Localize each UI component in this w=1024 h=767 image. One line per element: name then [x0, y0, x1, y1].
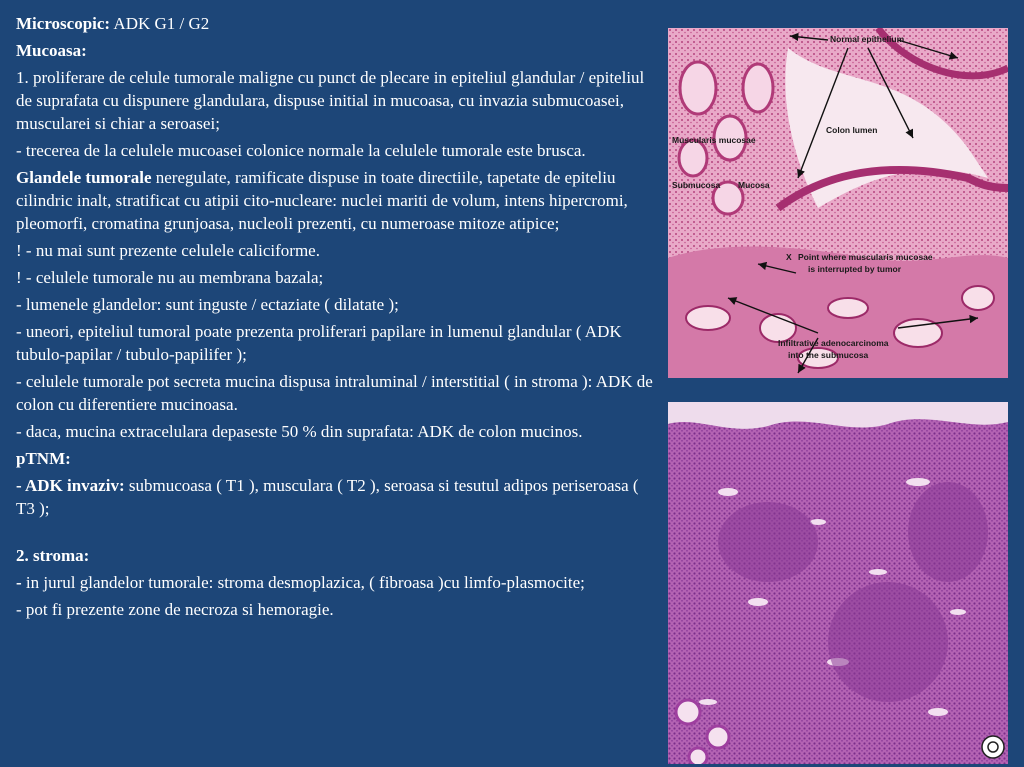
paragraph-caliciforme: ! - nu mai sunt prezente celulele caliciforme. [16, 241, 320, 260]
label-mucosa: Mucosa [738, 180, 770, 190]
label-muscularis-mucosae: Muscularis mucosae [672, 135, 756, 145]
label-infiltrative-line1: Infiltrative adenocarcinoma [778, 338, 889, 348]
paragraph-glandele: Glandele tumorale neregulate, ramificate dispuse in toate directiile, tapetate de epiteliu cilindric inalt, stratificat cu atipii cito-nucleare: nuclei mariti de volum, intens hipercromi, pleomorfi, cromatina grunjoasa, nucleoli prezenti, cu numeroase mitoze atipice; [16, 168, 628, 233]
label-colon-lumen: Colon lumen [826, 125, 878, 135]
paragraph-mucinos: - daca, mucina extracelulara depaseste 50 % din suprafata: ADK de colon mucinos. [16, 422, 583, 441]
label-point-line2: is interrupted by tumor [808, 264, 902, 274]
paragraph-proliferare: 1. proliferare de celule tumorale maligne cu punct de plecare in epiteliul glandular / epiteliul de suprafata cu dispunere glandulara, dispuse initial in mucoasa, cu invazia submucoasei, muscularei si chiar a seroasei; [16, 68, 645, 133]
label-infiltrative-line2: into the submucosa [788, 350, 869, 360]
histology-image-tumor [668, 402, 1008, 764]
paragraph-stroma: - in jurul glandelor tumorale: stroma desmoplazica, ( fibroasa )cu limfo-plasmocite; [16, 573, 585, 592]
microscopic-heading: Microscopic: ADK G1 / G2 [16, 14, 210, 33]
logo-icon [982, 736, 1004, 758]
ptnm-heading: pTNM: [16, 449, 71, 468]
paragraph-mucina: - celulele tumorale pot secreta mucina dispusa intraluminal / interstitial ( in stroma ): ADK de colon cu diferentiere mucinoasa. [16, 372, 653, 414]
paragraph-trecerea: - trecerea de la celulele mucoasei colonice normale la celulele tumorale este brusca. [16, 141, 586, 160]
spacer [16, 524, 656, 544]
label-submucosa: Submucosa [672, 180, 721, 190]
paragraph-lumenele: - lumenele glandelor: sunt inguste / ectaziate ( dilatate ); [16, 295, 399, 314]
label-point-line1: Point where muscularis mucosae [798, 252, 933, 262]
stroma-heading: 2. stroma: [16, 546, 90, 565]
paragraph-membrana: ! - celulele tumorale nu au membrana bazala; [16, 268, 324, 287]
label-normal-epithelium: Normal epithelium [830, 34, 905, 44]
text-column [16, 12, 656, 625]
label-x-marker: X [786, 252, 792, 262]
paragraph-uneori: - uneori, epiteliul tumoral poate prezenta proliferari papilare in lumenul glandular ( ADK tubulo-papilar / tubulo-papilifer ); [16, 322, 622, 364]
paragraph-adk-invaziv: - ADK invaziv: submucoasa ( T1 ), musculara ( T2 ), seroasa si tesutul adipos periseroasa ( T3 ); [16, 476, 639, 518]
histology-image-annotated [668, 28, 1008, 378]
mucoasa-heading: Mucoasa: [16, 41, 87, 60]
paragraph-necroza: - pot fi prezente zone de necroza si hemoragie. [16, 600, 334, 619]
